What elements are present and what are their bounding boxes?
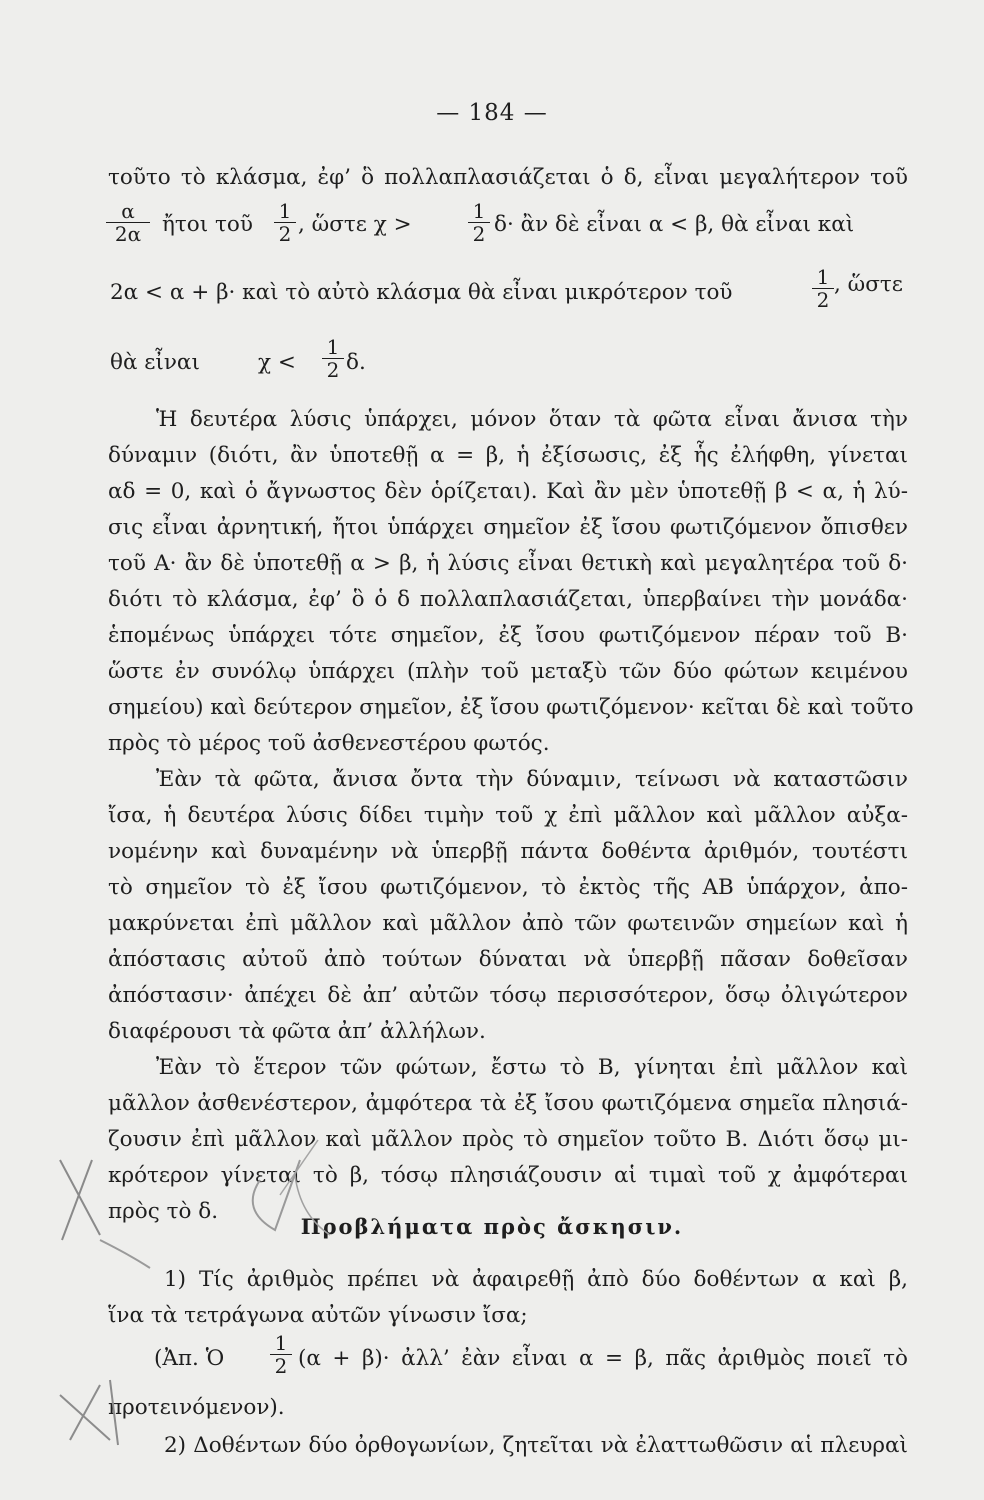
fraction-one-half: $\frac{1}{2}$ — [322, 336, 344, 381]
problem-2-line: 2) Δοθέντων δύο ὀρθογωνίων, ζητεῖται νὰ ἐλαττωθῶσιν αἱ πλευραὶ — [164, 1433, 908, 1458]
paragraph-line: ἀπόστασιν· ἀπέχει δὲ ἀπ’ αὐτῶν τόσῳ περισσότερον, ὅσῳ ὀλιγώτερον — [108, 983, 908, 1008]
page-number: — 184 — — [436, 100, 548, 126]
paragraph-line: Ἡ δευτέρα λύσις ὑπάρχει, μόνον ὅταν τὰ φῶτα εἶναι ἄνισα τὴν — [156, 407, 908, 432]
fraction-a-over-2a: $\frac{\alpha}{2\alpha}$ — [106, 200, 150, 245]
paragraph-line: Ἐὰν τὰ φῶτα, ἄνισα ὄντα τὴν δύναμιν, τείνωσι νὰ καταστῶσιν — [156, 767, 908, 792]
text-fragment: , ὥστε — [834, 272, 903, 297]
paragraph-line: τοῦ Α· ἂν δὲ ὑποτεθῇ α > β, ἡ λύσις εἶναι θετικὴ καὶ μεγαλητέρα τοῦ δ· — [108, 551, 908, 576]
paragraph-line: μᾶλλον ἀσθενέστερον, ἀμφότερα τὰ ἐξ ἴσου φωτιζόμενα σημεῖα πλησιά- — [108, 1091, 908, 1116]
paragraph-line: σις εἶναι ἀρνητική, ἤτοι ὑπάρχει σημεῖον ἐξ ἴσου φωτιζόμενον ὄπισθεν — [108, 515, 908, 540]
fraction-one-half: $\frac{1}{2}$ — [468, 200, 490, 245]
paragraph-line: αδ = 0, καὶ ὁ ἄγνωστος δὲν ὁρίζεται). Καὶ ἂν μὲν ὑποτεθῇ β < α, ἡ λύ- — [108, 479, 908, 504]
paragraph-line: μακρύνεται ἐπὶ μᾶλλον καὶ μᾶλλον ἀπὸ τῶν φωτεινῶν σημείων καὶ ἡ — [108, 911, 908, 936]
problem-1-line: 1) Τίς ἀριθμὸς πρέπει νὰ ἀφαιρεθῇ ἀπὸ δύο δοθέντων α καὶ β, — [164, 1267, 908, 1292]
text-fragment: ἤτοι τοῦ — [162, 212, 253, 237]
text-fragment: , ὥστε χ > — [298, 212, 412, 237]
answer-line: προτεινόμενον). — [108, 1395, 285, 1420]
paragraph-line: διαφέρουσι τὰ φῶτα ἀπ’ ἀλλήλων. — [108, 1019, 486, 1044]
problem-1-line: ἵνα τὰ τετράγωνα αὐτῶν γίνωσιν ἴσα; — [108, 1303, 528, 1328]
fraction-one-half: $\frac{1}{2}$ — [270, 1332, 292, 1377]
answer-fragment: (α + β)· ἀλλ’ ἐὰν εἶναι α = β, πᾶς ἀριθμὸς ποιεῖ τὸ — [298, 1346, 908, 1371]
text-fragment: χ < — [258, 350, 296, 375]
paragraph-line: ἑπομένως ὑπάρχει τότε σημεῖον, ἐξ ἴσου φωτιζόμενον πέραν τοῦ Β· — [108, 623, 908, 648]
paragraph-line: διότι τὸ κλάσμα, ἐφ’ ὃ ὁ δ πολλαπλασιάζεται, ὑπερβαίνει τὴν μονάδα· — [108, 587, 908, 612]
paragraph-line: κρότερον γίνεται τὸ β, τόσῳ πλησιάζουσιν αἱ τιμαὶ τοῦ χ ἀμφότεραι — [108, 1163, 908, 1188]
paragraph-line: ἀπόστασις αὐτοῦ ἀπὸ τούτων δύναται νὰ ὑπερβῇ πᾶσαν δοθεῖσαν — [108, 947, 908, 972]
paragraph-line: δύναμιν (διότι, ἂν ὑποτεθῇ α = β, ἡ ἐξίσωσις, ἐξ ἧς ἐλήφθη, γίνεται — [108, 443, 908, 468]
fraction-one-half: $\frac{1}{2}$ — [812, 266, 834, 311]
paragraph-line: πρὸς τὸ δ. — [108, 1199, 219, 1224]
text-line: τοῦτο τὸ κλάσμα, ἐφ’ ὃ πολλαπλασιάζεται ὁ δ, εἶναι μεγαλήτερον τοῦ — [108, 165, 908, 190]
paragraph-line: ὥστε ἐν συνόλῳ ὑπάρχει (πλὴν τοῦ μεταξὺ τῶν δύο φώτων κειμένου — [108, 659, 908, 684]
paragraph-line: πρὸς τὸ μέρος τοῦ ἀσθενεστέρου φωτός. — [108, 731, 550, 756]
paragraph-line: τὸ σημεῖον τὸ ἐξ ἴσου φωτιζόμενον, τὸ ἐκτὸς τῆς ΑΒ ὑπάρχον, ἀπο- — [108, 875, 908, 900]
answer-fragment: (Ἀπ. Ὁ — [154, 1346, 225, 1371]
text-fragment: δ· ἂν δὲ εἶναι α < β, θὰ εἶναι καὶ — [494, 212, 855, 237]
paragraph-line: ἴσα, ἡ δευτέρα λύσις δίδει τιμὴν τοῦ χ ἐπὶ μᾶλλον καὶ μᾶλλον αὐξα- — [108, 803, 908, 828]
text-fragment: θὰ εἶναι — [110, 350, 200, 375]
paragraph-line: νομένην καὶ δυναμένην νὰ ὑπερβῇ πάντα δοθέντα ἀριθμόν, τουτέστι — [108, 839, 908, 864]
section-heading: Προβλήματα πρὸς ἄσκησιν. — [300, 1214, 684, 1239]
paragraph-line: Ἐὰν τὸ ἕτερον τῶν φώτων, ἔστω τὸ Β, γίνηται ἐπὶ μᾶλλον καὶ — [156, 1055, 908, 1080]
paragraph-line: σημείου) καὶ δεύτερον σημεῖον, ἐξ ἴσου φωτιζόμενον· κεῖται δὲ καὶ τοῦτο — [108, 695, 914, 720]
fraction-one-half: $\frac{1}{2}$ — [274, 200, 296, 245]
text-fragment: δ. — [346, 350, 366, 375]
paragraph-line: ζουσιν ἐπὶ μᾶλλον καὶ μᾶλλον πρὸς τὸ σημεῖον τοῦτο Β. Διότι ὅσῳ μι- — [108, 1127, 908, 1152]
text-fragment: 2α < α + β· καὶ τὸ αὐτὸ κλάσμα θὰ εἶναι μικρότερον τοῦ — [110, 280, 733, 305]
